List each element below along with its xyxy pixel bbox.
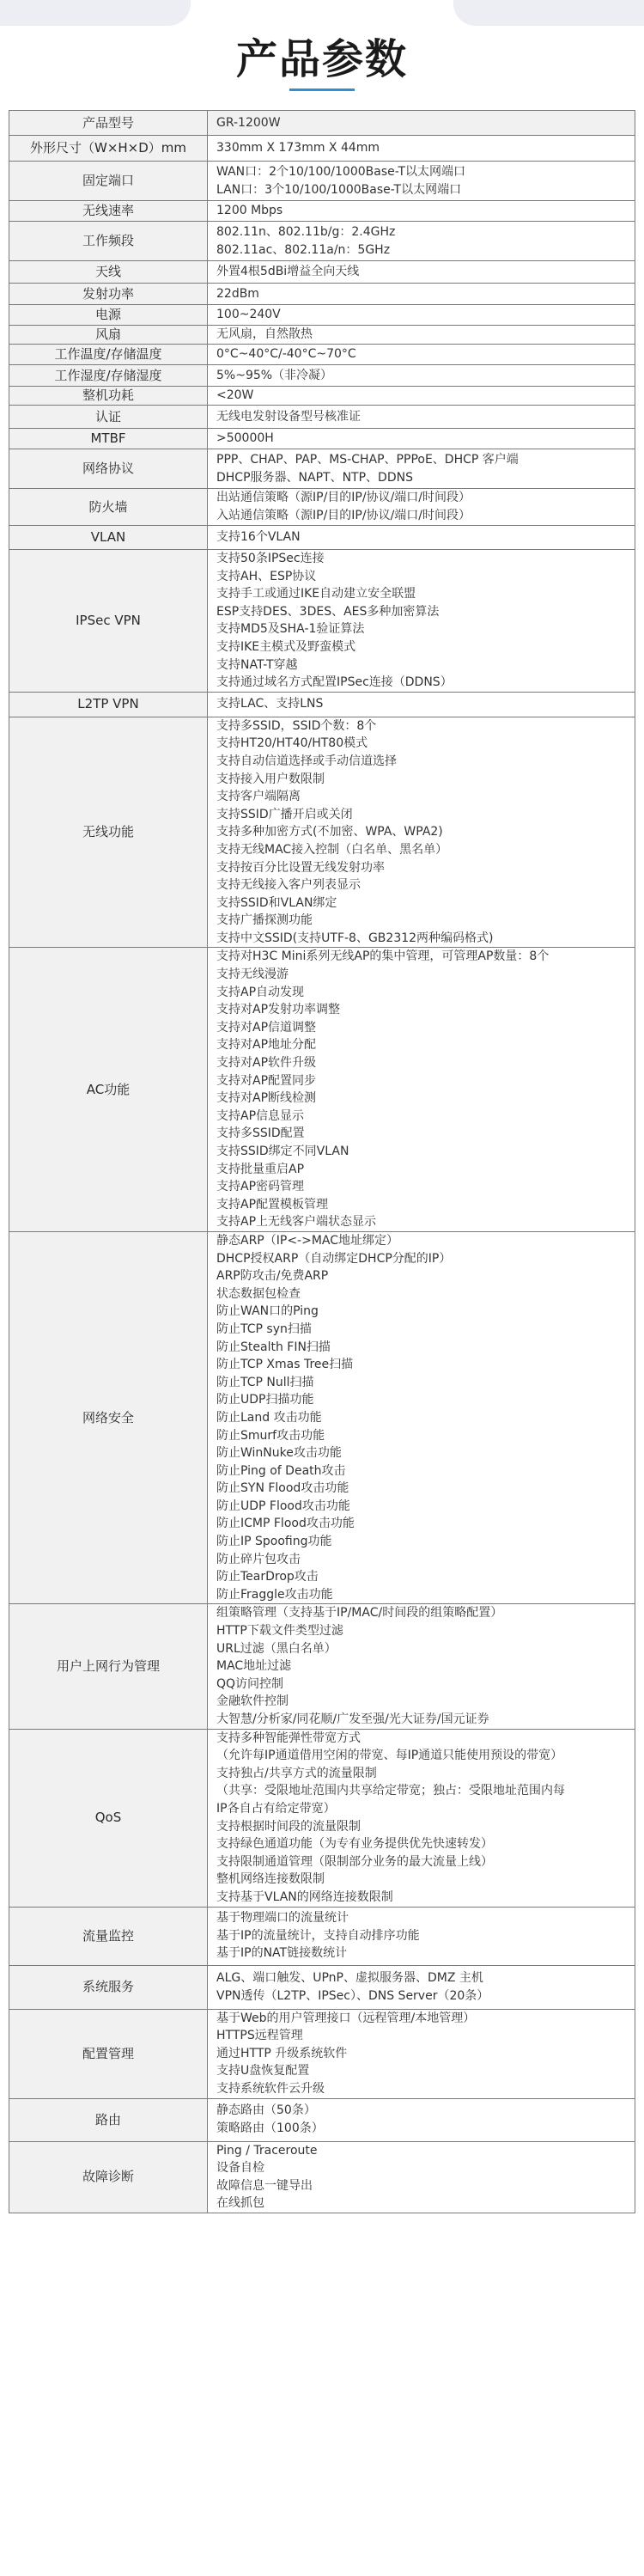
spec-row [9, 345, 635, 365]
spec-value-line: 支持自动信道选择或手动信道选择 [216, 754, 397, 768]
spec-value-line: VPN透传（L2TP、IPSec）、DNS Server（20条） [216, 1988, 489, 2003]
spec-value-line: 防止IP Spoofing功能 [216, 1535, 332, 1549]
spec-value-line: 基于IP的流量统计，支持自动排序功能 [216, 1928, 420, 1943]
spec-row [9, 201, 635, 222]
spec-value-line: （共享：受限地址范围内共享给定带宽；独占：受限地址范围内每 [216, 1784, 565, 1798]
spec-label: 系统服务 [9, 1965, 208, 2009]
spec-row [9, 526, 635, 550]
spec-value-line: 防止Smurf攻击功能 [216, 1428, 325, 1443]
spec-label: 网络协议 [9, 449, 208, 489]
spec-value-line: 1200 Mbps [216, 204, 283, 218]
spec-value [208, 429, 635, 449]
title-underline [289, 89, 355, 91]
spec-value-line: 支持多SSID，SSID个数：8个 [216, 718, 377, 733]
spec-value-line: 无线电发射设备型号核准证 [216, 409, 361, 424]
spec-value-line: 支持无线漫游 [216, 968, 289, 982]
spec-value-line: 支持多SSID配置 [216, 1126, 305, 1141]
spec-value [208, 305, 635, 326]
spec-value-line: 支持AP自动发现 [216, 985, 305, 999]
spec-value [208, 2141, 635, 2213]
spec-value-line: HTTP下载文件类型过滤 [216, 1624, 343, 1639]
spec-value [208, 406, 635, 429]
spec-value-line: <20W [216, 388, 254, 403]
spec-row [9, 136, 635, 162]
spec-value-line: 支持对AP配置同步 [216, 1073, 317, 1088]
spec-value-line: DHCP服务器、NAPT、NTP、DDNS [216, 470, 413, 485]
spec-value-line: （允许每IP通道借用空闲的带宽、每IP通道只能使用预设的带宽） [216, 1749, 563, 1763]
spec-row [9, 1965, 635, 2009]
spec-label: IPSec VPN [9, 550, 208, 693]
spec-value [208, 692, 635, 717]
spec-value-line: 金融软件控制 [216, 1694, 289, 1709]
spec-value [208, 526, 635, 550]
spec-label: 无线功能 [9, 717, 208, 948]
spec-value [208, 111, 635, 136]
spec-row [9, 1729, 635, 1907]
spec-value-line: 防止TCP Null扫描 [216, 1375, 314, 1389]
spec-label: QoS [9, 1729, 208, 1907]
spec-value-line: 支持50条IPSec连接 [216, 552, 325, 565]
spec-label: 路由 [9, 2098, 208, 2141]
spec-label: 产品型号 [9, 111, 208, 136]
spec-value-line: 支持限制通道管理（限制部分业务的最大流量上线） [216, 1854, 493, 1869]
spec-label: 工作频段 [9, 222, 208, 261]
spec-value [208, 489, 635, 526]
spec-value-line: 支持接入用户数限制 [216, 772, 325, 786]
spec-row [9, 948, 635, 1232]
spec-value-line: 支持MD5及SHA-1验证算法 [216, 622, 365, 637]
spec-value-line: 基于Web的用户管理接口（远程管理/本地管理） [216, 2011, 476, 2025]
spec-label: 网络安全 [9, 1231, 208, 1603]
header [0, 0, 644, 110]
spec-value-line: 支持无线MAC接入控制（白名单、黑名单） [216, 842, 448, 857]
header-decoration-left [0, 0, 191, 26]
spec-value [208, 345, 635, 365]
spec-value-line: 5%~95%（非冷凝） [216, 368, 333, 382]
spec-value [208, 717, 635, 948]
spec-value-line: 支持AH、ESP协议 [216, 569, 317, 583]
spec-value [208, 365, 635, 387]
spec-value-line: 支持系统软件云升级 [216, 2081, 325, 2096]
spec-value-line: 防止TCP Xmas Tree扫描 [216, 1358, 354, 1372]
spec-label: AC功能 [9, 948, 208, 1232]
spec-row [9, 489, 635, 526]
spec-table [9, 110, 635, 2213]
spec-value-line: 支持多种智能弹性带宽方式 [216, 1731, 361, 1745]
spec-value-line: 支持AP配置模板管理 [216, 1197, 329, 1212]
spec-value-line: 防止TearDrop攻击 [216, 1570, 319, 1584]
spec-value [208, 326, 635, 345]
spec-label: VLAN [9, 526, 208, 550]
spec-value [208, 550, 635, 693]
spec-label: 工作温度/存储温度 [9, 345, 208, 365]
spec-row [9, 2141, 635, 2213]
spec-value-line: 支持根据时间段的流量限制 [216, 1819, 361, 1834]
spec-label: 固定端口 [9, 162, 208, 201]
spec-label: 认证 [9, 406, 208, 429]
spec-label: 用户上网行为管理 [9, 1604, 208, 1729]
spec-value-line: 支持对H3C Mini系列无线AP的集中管理，可管理AP数量：8个 [216, 949, 550, 964]
spec-value-line: 静态路由（50条） [216, 2103, 316, 2118]
spec-label: L2TP VPN [9, 692, 208, 717]
spec-value [208, 387, 635, 406]
spec-value-line: 大智慧/分析家/同花顺/广发至强/光大证券/国元证券 [216, 1712, 489, 1726]
spec-value-line: 支持SSID绑定不同VLAN [216, 1145, 349, 1158]
spec-value-line: 支持对AP软件升级 [216, 1056, 317, 1071]
spec-value-line: LAN口：3个10/100/1000Base-T以太网端口 [216, 182, 462, 197]
spec-value-line: 通过HTTP 升级系统软件 [216, 2046, 348, 2060]
spec-value-line: 支持批量重启AP [216, 1162, 305, 1176]
spec-value-line: 支持AP密码管理 [216, 1180, 305, 1194]
spec-row [9, 261, 635, 284]
spec-value-line: 0°C~40°C/-40°C~70°C [216, 347, 356, 362]
spec-label: 故障诊断 [9, 2141, 208, 2213]
spec-value-line: PPP、CHAP、PAP、MS-CHAP、PPPoE、DHCP 客户端 [216, 452, 519, 467]
spec-value-line: 组策略管理（支持基于IP/MAC/时间段的组策略配置） [216, 1606, 503, 1621]
spec-value-line: 330mm X 173mm X 44mm [216, 141, 380, 156]
spec-value-line: 故障信息一键导出 [216, 2178, 313, 2193]
spec-value-line: 支持基于VLAN的网络连接数限制 [216, 1889, 393, 1904]
spec-table-body [9, 111, 635, 2213]
spec-value-line: 在线抓包 [216, 2196, 264, 2211]
spec-value-line: ARP防攻击/免费ARP [216, 1269, 329, 1284]
spec-value [208, 2009, 635, 2098]
spec-value-line: 支持AP上无线客户端状态显示 [216, 1215, 377, 1230]
spec-label: 天线 [9, 261, 208, 284]
spec-value [208, 162, 635, 201]
spec-label: MTBF [9, 429, 208, 449]
spec-row [9, 1907, 635, 1965]
spec-value-line: 支持U盘恢复配置 [216, 2064, 310, 2079]
spec-value-line: 基于物理端口的流量统计 [216, 1911, 349, 1926]
spec-value [208, 449, 635, 489]
spec-value [208, 1231, 635, 1603]
spec-row [9, 550, 635, 693]
spec-value-line: 防止WinNuke攻击功能 [216, 1446, 342, 1461]
spec-value [208, 136, 635, 162]
spec-row [9, 1231, 635, 1603]
spec-label: 发射功率 [9, 284, 208, 305]
spec-label: 工作湿度/存储湿度 [9, 365, 208, 387]
spec-value-line: GR-1200W [216, 115, 281, 130]
spec-value [208, 284, 635, 305]
spec-value-line: 支持通过域名方式配置IPSec连接（DDNS） [216, 675, 453, 690]
spec-value-line: 防止Land 攻击功能 [216, 1410, 322, 1425]
spec-value-line: URL过滤（黑白名单） [216, 1641, 337, 1656]
spec-value [208, 2098, 635, 2141]
spec-value-line: 支持HT20/HT40/HT80模式 [216, 736, 368, 751]
spec-value-line: 支持对AP断线检测 [216, 1091, 317, 1106]
spec-value-line: ESP支持DES、3DES、AES多种加密算法 [216, 604, 440, 619]
page-title: 产品参数 [235, 35, 408, 83]
spec-value-line: 支持中文SSID(支持UTF-8、GB2312两种编码格式) [216, 931, 494, 945]
spec-value [208, 1907, 635, 1965]
spec-value-line: HTTPS远程管理 [216, 2029, 303, 2043]
spec-value-line: 支持无线接入客户列表显示 [216, 878, 361, 893]
header-decoration-right [453, 0, 644, 26]
spec-row [9, 2098, 635, 2141]
spec-row [9, 449, 635, 489]
spec-row [9, 162, 635, 201]
spec-value [208, 201, 635, 222]
spec-value-line: 支持LAC、支持LNS [216, 697, 324, 711]
spec-value-line: 防止SYN Flood攻击功能 [216, 1481, 349, 1496]
spec-value-line: 支持绿色通道功能（为专有业务提供优先快速转发） [216, 1837, 493, 1852]
spec-value [208, 948, 635, 1232]
spec-row [9, 305, 635, 326]
spec-value-line: 支持SSID和VLAN绑定 [216, 895, 337, 910]
spec-value [208, 1729, 635, 1907]
spec-row [9, 284, 635, 305]
spec-row [9, 717, 635, 948]
spec-value-line: 支持对AP发射功率调整 [216, 1003, 341, 1017]
spec-value [208, 261, 635, 284]
spec-value-line: 支持独占/共享方式的流量限制 [216, 1766, 377, 1780]
spec-label: 配置管理 [9, 2009, 208, 2098]
spec-value-line: 100~240V [216, 308, 281, 322]
spec-value-line: 支持AP信息显示 [216, 1108, 305, 1123]
spec-label: 电源 [9, 305, 208, 326]
spec-row [9, 692, 635, 717]
spec-value-line: >50000H [216, 431, 274, 446]
spec-value-line: 静态ARP（IP<->MAC地址绑定） [216, 1233, 399, 1248]
spec-value-line: 防止UDP Flood攻击功能 [216, 1499, 350, 1513]
spec-value-line: 22dBm [216, 286, 259, 301]
spec-value-line: WAN口：2个10/100/1000Base-T以太网端口 [216, 164, 466, 179]
spec-row [9, 1604, 635, 1729]
spec-value-line: QQ访问控制 [216, 1676, 284, 1691]
spec-value-line: 支持16个VLAN [216, 530, 301, 545]
spec-value-line: 设备自检 [216, 2161, 264, 2176]
spec-value-line: Ping / Traceroute [216, 2143, 318, 2158]
spec-value-line: 802.11n、802.11b/g：2.4GHz [216, 224, 396, 239]
spec-value-line: 支持对AP信道调整 [216, 1020, 317, 1035]
spec-value-line: 防止Fraggle攻击功能 [216, 1587, 333, 1602]
spec-value-line: 支持客户端隔离 [216, 790, 301, 804]
spec-value-line: 支持SSID广播开启或关闭 [216, 807, 353, 821]
spec-value-line: 防止TCP syn扫描 [216, 1322, 312, 1336]
spec-value-line: MAC地址过滤 [216, 1659, 292, 1674]
spec-value-line: 支持按百分比设置无线发射功率 [216, 860, 385, 875]
spec-value-line: 防止UDP扫描功能 [216, 1393, 314, 1407]
spec-value [208, 1965, 635, 2009]
spec-value-line: IP各自占有给定带宽） [216, 1801, 336, 1816]
spec-row [9, 365, 635, 387]
spec-value-line: 状态数据包检查 [216, 1286, 301, 1301]
spec-value-line: ALG、端口触发、UPnP、虚拟服务器、DMZ 主机 [216, 1970, 483, 1985]
spec-label: 防火墙 [9, 489, 208, 526]
spec-value-line: 支持手工或通过IKE自动建立安全联盟 [216, 587, 416, 601]
spec-value-line: 出站通信策略（源IP/目的IP/协议/端口/时间段） [216, 491, 471, 505]
spec-row [9, 2009, 635, 2098]
spec-value [208, 1604, 635, 1729]
spec-row [9, 387, 635, 406]
spec-value-line: 支持广播探测功能 [216, 913, 313, 928]
spec-value-line: 整机网络连接数限制 [216, 1872, 325, 1887]
spec-label: 整机功耗 [9, 387, 208, 406]
spec-row [9, 429, 635, 449]
spec-value-line: 802.11ac、802.11a/n：5GHz [216, 242, 391, 257]
spec-value-line: 策略路由（100条） [216, 2121, 324, 2135]
spec-value-line: DHCP授权ARP（自动绑定DHCP分配的IP） [216, 1251, 452, 1266]
spec-value-line: 无风扇，自然散热 [216, 327, 313, 342]
spec-label: 外形尺寸（W×H×D）mm [9, 136, 208, 162]
spec-label: 流量监控 [9, 1907, 208, 1965]
spec-value-line: 外置4根5dBi增益全向天线 [216, 265, 360, 279]
spec-label: 风扇 [9, 326, 208, 345]
spec-value-line: 支持多种加密方式(不加密、WPA、WPA2) [216, 825, 443, 839]
spec-value-line: 基于IP的NAT链接数统计 [216, 1946, 348, 1961]
spec-value-line: 防止Stealth FIN扫描 [216, 1340, 331, 1354]
spec-value [208, 222, 635, 261]
spec-row [9, 406, 635, 429]
spec-value-line: 防止ICMP Flood攻击功能 [216, 1517, 355, 1531]
spec-label: 无线速率 [9, 201, 208, 222]
spec-value-line: 支持对AP地址分配 [216, 1038, 317, 1053]
spec-value-line: 入站通信策略（源IP/目的IP/协议/端口/时间段） [216, 509, 471, 522]
spec-row [9, 111, 635, 136]
spec-value-line: 防止碎片包攻击 [216, 1552, 301, 1566]
spec-row [9, 326, 635, 345]
spec-row [9, 222, 635, 261]
spec-value-line: 防止Ping of Death攻击 [216, 1463, 346, 1478]
spec-value-line: 防止WAN口的Ping [216, 1304, 319, 1319]
spec-value-line: 支持NAT-T穿越 [216, 657, 298, 672]
spec-value-line: 支持IKE主模式及野蛮模式 [216, 639, 356, 654]
